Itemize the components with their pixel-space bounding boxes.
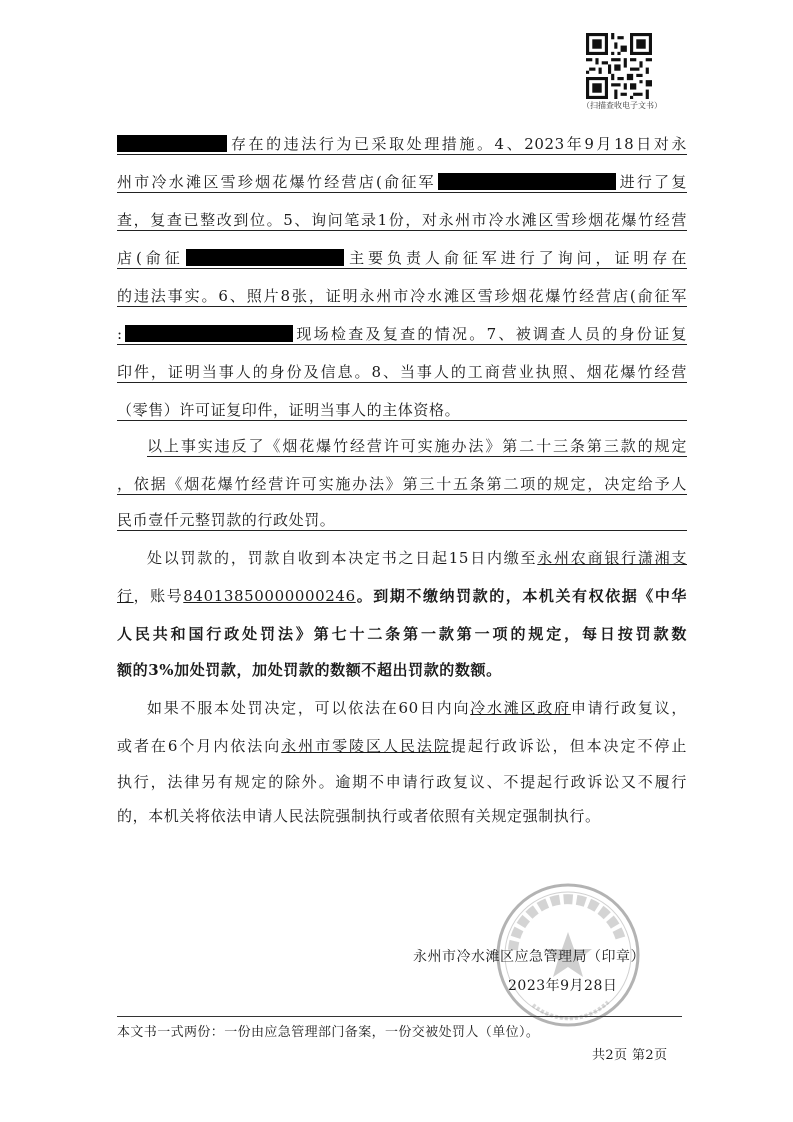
appeal-line-3: 执行，法律另有规定的除外。逾期不申请行政复议、不提起行政诉讼又不履行 [117, 773, 687, 791]
payment-line-4: 额的3%加处罚款，加处罚款的数额不超出罚款的数额。 [117, 661, 502, 679]
appeal-line-2: 或者在6个月内依法向永州市零陵区人民法院提起行政诉讼，但本决定不停止 [117, 737, 688, 755]
footer-divider [117, 1016, 682, 1017]
court-name: 永州市零陵区人民法院 [281, 737, 451, 755]
account-number: 84013850000000246 [183, 587, 356, 605]
payment-line-3: 人民共和国行政处罚法》第七十二条第一款第一项的规定，每日按罚款数 [117, 625, 687, 643]
redaction-block [438, 173, 616, 190]
appeal-line-4: 的，本机关将依法申请人民法院强制执行或者依照有关规定强制执行。 [117, 807, 601, 825]
appeal-line-1: 如果不服本处罚决定，可以依法在60日内向冷水滩区政府申请行政复议， [147, 699, 687, 717]
qr-caption: （扫描查收电子文书） [582, 101, 662, 110]
violation-line-2: ，依据《烟花爆竹经营许可实施办法》第三十五条第二项的规定，决定给予人 [117, 475, 687, 493]
body-line-8: （零售）许可证复印件，证明当事人的主体资格。 [117, 400, 687, 421]
page-number: 共2页 第2页 [592, 1048, 668, 1063]
body-line-7: 印件，证明当事人的身份及信息。8、当事人的工商营业执照、烟花爆竹经营 [117, 363, 687, 381]
body-line-2: 州市冷水滩区雪珍烟花爆竹经营店(俞征军 进行了复 [117, 173, 687, 191]
body-line-5: 的违法事实。6、照片8张，证明永州市冷水滩区雪珍烟花爆竹经营店(俞征军 [117, 287, 687, 305]
body-line-1: 存在的违法行为已采取处理措施。4、2023年9月18日对永 [117, 134, 687, 155]
redaction-block [125, 325, 293, 342]
footer-note: 本文书一式两份：一份由应急管理部门备案，一份交被处罚人（单位）。 [117, 1025, 540, 1040]
violation-line-3: 民币壹仟元整罚款的行政处罚。 [117, 510, 687, 531]
review-authority: 冷水滩区政府 [470, 699, 571, 717]
issue-date: 2023年9月28日 [508, 978, 618, 994]
payment-line-1: 处以罚款的，罚款自收到本决定书之日起15日内缴至永州农商银行潇湘支 [147, 549, 687, 567]
payment-line-2: 行，账号84013850000000246。到期不缴纳罚款的，本机关有权依据《中华 [117, 587, 687, 605]
redaction-block [186, 249, 344, 266]
redaction-block [117, 135, 227, 152]
body-line-6: : 现场检查及复查的情况。7、被调查人员的身份证复 [117, 325, 687, 343]
body-line-3: 查，复查已整改到位。5、询问笔录1份，对永州市冷水滩区雪珍烟花爆竹经营 [117, 211, 687, 229]
violation-line-1: 以上事实违反了《烟花爆竹经营许可实施办法》第二十三条第三款的规定 [147, 437, 687, 455]
body-line-4: 店(俞征 主要负责人俞征军进行了询问，证明存在 [117, 249, 687, 267]
qr-code [586, 33, 652, 99]
bank-name: 永州农商银行潇湘支 [537, 549, 687, 567]
issuing-authority: 永州市冷水滩区应急管理局（印章） [413, 949, 645, 965]
